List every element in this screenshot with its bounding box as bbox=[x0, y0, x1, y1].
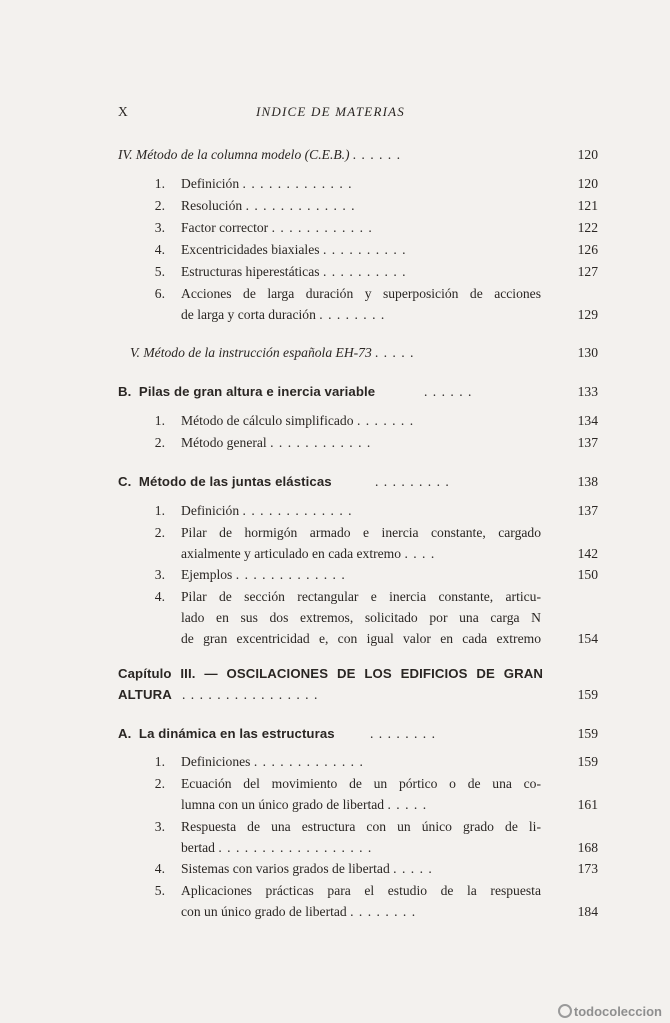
toc-entry-iv-3 bbox=[143, 217, 598, 238]
entry-number: 1. bbox=[154, 754, 165, 769]
entry-page: 134 bbox=[577, 413, 598, 428]
entry-prefix: IV. bbox=[118, 147, 133, 162]
entry-prefix: V. bbox=[130, 345, 140, 360]
watermark-ring-icon bbox=[558, 1004, 572, 1018]
entry-page: 120 bbox=[577, 176, 598, 191]
toc-entry-iv-2 bbox=[143, 195, 598, 216]
entry-title: bertad bbox=[181, 840, 215, 855]
entry-title: lumna con un único grado de libertad bbox=[181, 797, 385, 812]
entry-page: 173 bbox=[577, 861, 598, 876]
entry-title: Método de las juntas elásticas bbox=[138, 474, 332, 489]
entry-title: Definición bbox=[181, 503, 240, 518]
entry-number: 1. bbox=[154, 413, 165, 428]
entry-title: Método de cálculo simplificado bbox=[181, 413, 354, 428]
toc-entry-chapter-3 bbox=[118, 663, 598, 705]
entry-number: 5. bbox=[154, 883, 165, 898]
entry-number: 1. bbox=[154, 503, 165, 518]
entry-number: 2. bbox=[154, 776, 165, 791]
toc-entry-iv-5 bbox=[143, 261, 598, 282]
entry-page: 129 bbox=[577, 307, 598, 322]
entry-title: Estructuras hiperestáticas bbox=[181, 264, 320, 279]
entry-number: 1. bbox=[154, 176, 165, 191]
toc-entry-iv-6 bbox=[143, 283, 598, 325]
leader-dots: . . . . . . . . . . . . . . . . bbox=[182, 687, 319, 702]
toc-entry-b-1 bbox=[143, 410, 598, 431]
entry-page: 159 bbox=[577, 754, 598, 769]
entry-title-line1: Aplicaciones prácticas para el estudio de la respuesta bbox=[181, 883, 541, 898]
entry-page: 184 bbox=[577, 904, 598, 919]
entry-number: 2. bbox=[154, 435, 165, 450]
entry-title: Excentricidades biaxiales bbox=[181, 242, 320, 257]
leader-dots: . . . . . bbox=[393, 861, 433, 876]
entry-prefix: B. bbox=[118, 384, 132, 399]
entry-page: 138 bbox=[577, 474, 598, 489]
entry-title: Método general bbox=[181, 435, 267, 450]
entry-title: de gran excentricidad e, con igual valor en cada extremo bbox=[181, 631, 541, 646]
running-header bbox=[118, 104, 543, 124]
roman-page-number: X bbox=[118, 104, 129, 119]
leader-dots: . . . . . . . . bbox=[370, 726, 436, 741]
leader-dots: . . . . . bbox=[375, 345, 415, 360]
entry-title-line1: Respuesta de una estructura con un único grado de li- bbox=[181, 819, 541, 834]
toc-entry-a-2 bbox=[143, 773, 598, 815]
toc-entry-c-1 bbox=[143, 500, 598, 521]
entry-number: 5. bbox=[154, 264, 165, 279]
leader-dots: . . . . . . . . . . . . bbox=[270, 435, 372, 450]
leader-dots: . . . . . . . . . . bbox=[322, 264, 407, 279]
entry-title: axialmente y articulado en cada extremo bbox=[181, 546, 402, 561]
leader-dots: . . . . . . . . . . . . . bbox=[253, 754, 364, 769]
entry-page: 168 bbox=[577, 840, 598, 855]
entry-page: 127 bbox=[577, 264, 598, 279]
entry-page: 133 bbox=[577, 384, 598, 399]
leader-dots: . . . . . . . . . . . . . bbox=[235, 567, 346, 582]
leader-dots: . . . . . . . . . . . . . . . . . . bbox=[218, 840, 373, 855]
entry-title: con un único grado de libertad bbox=[181, 904, 347, 919]
toc-entry-b bbox=[118, 381, 598, 402]
entry-page: 159 bbox=[577, 687, 598, 702]
entry-title-line1: Acciones de larga duración y superposición de acciones bbox=[181, 286, 541, 301]
entry-page: 130 bbox=[577, 345, 598, 360]
entry-title: Método de la instrucción española EH-73 bbox=[143, 345, 372, 360]
entry-number: 4. bbox=[154, 242, 165, 257]
entry-page: 137 bbox=[577, 503, 598, 518]
toc-entry-iv-4 bbox=[143, 239, 598, 260]
entry-title: Pilas de gran altura e inercia variable bbox=[138, 384, 376, 399]
leader-dots: . . . . . . . . . bbox=[375, 474, 450, 489]
entry-title: Ejemplos bbox=[181, 567, 233, 582]
toc-entry-c-4 bbox=[143, 586, 598, 649]
entry-title: Método de la columna modelo (C.E.B.) bbox=[135, 147, 350, 162]
toc-entry-a-3 bbox=[143, 816, 598, 858]
watermark bbox=[558, 1004, 662, 1019]
toc-entry-v bbox=[118, 342, 598, 363]
toc-entry-c-2 bbox=[143, 522, 598, 564]
entry-number: 3. bbox=[154, 819, 165, 834]
entry-number: 4. bbox=[154, 589, 165, 604]
entry-title: Sistemas con varios grados de libertad bbox=[181, 861, 390, 876]
entry-page: 137 bbox=[577, 435, 598, 450]
entry-page: 120 bbox=[577, 147, 598, 162]
entry-page: 150 bbox=[577, 567, 598, 582]
entry-number: 6. bbox=[154, 286, 165, 301]
entry-page: 122 bbox=[577, 220, 598, 235]
toc-entry-a bbox=[118, 723, 598, 744]
entry-title-line1: Ecuación del movimiento de un pórtico o de una co- bbox=[181, 776, 541, 791]
entry-title: La dinámica en las estructuras bbox=[138, 726, 335, 741]
toc-entry-iv bbox=[118, 144, 598, 165]
leader-dots: . . . . . . bbox=[352, 147, 402, 162]
toc-entry-a-5 bbox=[143, 880, 598, 922]
entry-prefix: A. bbox=[118, 726, 132, 741]
entry-title: de larga y corta duración bbox=[181, 307, 316, 322]
chapter-title: ALTURA bbox=[118, 687, 172, 702]
entry-number: 2. bbox=[154, 525, 165, 540]
leader-dots: . . . . . . bbox=[424, 384, 473, 399]
toc-entry-b-2 bbox=[143, 432, 598, 453]
entry-title: Definiciones bbox=[181, 754, 251, 769]
leader-dots: . . . . . . . . . . . . bbox=[271, 220, 373, 235]
entry-page: 159 bbox=[577, 726, 598, 741]
leader-dots: . . . . . . . bbox=[356, 413, 415, 428]
entry-page: 161 bbox=[577, 797, 598, 812]
entry-page: 121 bbox=[577, 198, 598, 213]
entry-title: Factor corrector bbox=[181, 220, 269, 235]
leader-dots: . . . . . . . . bbox=[319, 307, 386, 322]
entry-title-line1: Pilar de hormigón armado e inercia constante, cargado bbox=[181, 525, 541, 540]
leader-dots: . . . . . . . . bbox=[350, 904, 417, 919]
entry-number: 4. bbox=[154, 861, 165, 876]
toc-entry-a-1 bbox=[143, 751, 598, 772]
watermark-text: todocoleccion bbox=[573, 1004, 662, 1019]
leader-dots: . . . . . . . . . . . . . bbox=[245, 198, 356, 213]
toc-entry-c-3 bbox=[143, 564, 598, 585]
leader-dots: . . . . . . . . . . . . . bbox=[242, 503, 353, 518]
entry-title-line1: Pilar de sección rectangular e inercia constante, articu- bbox=[181, 589, 541, 604]
entry-title: Definición bbox=[181, 176, 240, 191]
leader-dots: . . . . . . . . . . bbox=[322, 242, 407, 257]
entry-title-line2: lado en sus dos extremos, solicitado por una carga N bbox=[181, 610, 541, 625]
entry-number: 3. bbox=[154, 220, 165, 235]
entry-number: 3. bbox=[154, 567, 165, 582]
entry-prefix: C. bbox=[118, 474, 132, 489]
leader-dots: . . . . . bbox=[387, 797, 428, 812]
toc-entry-iv-1 bbox=[143, 173, 598, 194]
entry-page: 142 bbox=[577, 546, 598, 561]
entry-number: 2. bbox=[154, 198, 165, 213]
toc-entry-a-4 bbox=[143, 858, 598, 879]
chapter-title-line1: Capítulo III. — OSCILACIONES DE LOS EDIFICIOS DE GRAN bbox=[118, 666, 543, 681]
toc-entry-c bbox=[118, 471, 598, 492]
entry-page: 126 bbox=[577, 242, 598, 257]
header-title: INDICE DE MATERIAS bbox=[256, 104, 405, 119]
entry-page: 154 bbox=[577, 631, 598, 646]
leader-dots: . . . . . . . . . . . . . bbox=[242, 176, 353, 191]
entry-title: Resolución bbox=[181, 198, 243, 213]
leader-dots: . . . . bbox=[404, 546, 436, 561]
